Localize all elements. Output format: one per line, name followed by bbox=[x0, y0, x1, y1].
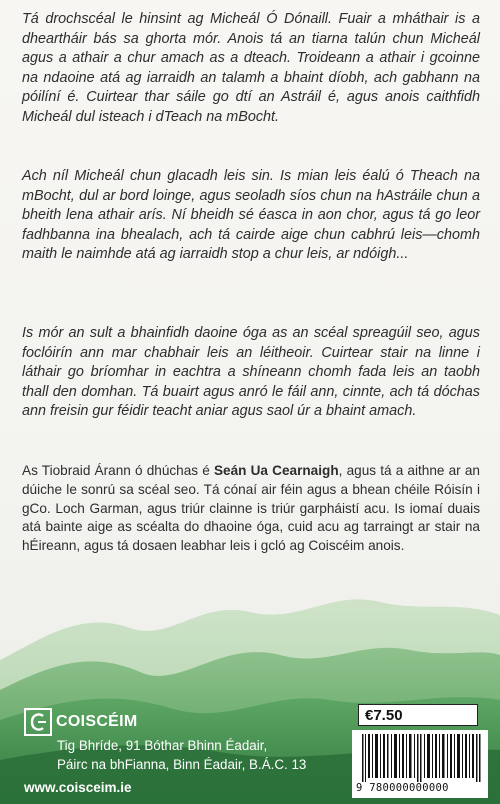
author-name: Seán Ua Cearnaigh bbox=[213, 463, 339, 478]
publisher-website: www.coisceim.ie bbox=[24, 780, 132, 795]
barcode-icon bbox=[362, 734, 482, 782]
coisceim-logo-icon bbox=[24, 708, 52, 736]
price-box bbox=[358, 704, 478, 726]
barcode-number: 9 780000000000 bbox=[356, 782, 449, 794]
author-bio-prefix: As Tiobraid Árann ó dhúchas é bbox=[22, 463, 214, 478]
publisher-address-line-1: Tig Bhríde, 91 Bóthar Bhinn Éadair, bbox=[57, 738, 268, 753]
blurb-paragraph-3: Is mór an sult a bhainfidh daoine óga as an scéal spreagúil seo, agus foclóirín ann mar chabhair leis an léitheoir. Cuirtear stair na linne i láthair go bríomhar in eachtra a shíneann chomh fada leis an taobh thall den domhan. Tá buairt agus anró le fáil ann, cinnte, ach tá dóchas ann freisin gur féidir teacht aniar agus saol úr a bhaint amach. bbox=[22, 325, 480, 420]
barcode-area bbox=[352, 730, 488, 798]
publisher-address-line-2: Páirc na bhFianna, Binn Éadair, B.Á.C. 13 bbox=[57, 757, 307, 772]
publisher-name: COISCÉIM bbox=[56, 713, 138, 730]
blurb-paragraph-2: Ach níl Micheál chun glacadh leis sin. Is mian leis éalú ó Theach na mBocht, dul ar bord loinge, agus seoladh síos chun na hAstráile chun a bheith lena athair arís. Ní bheidh sé éasca in aon chor, agus tá go leor fadhbanna ina bhealach, ach tá cairde aige chun cabhrú leis—chomh maith le naimhde atá ag iarraidh stop a chur leis, ar ndóigh... bbox=[22, 168, 480, 263]
blurb-paragraph-1: Tá drochscéal le hinsint ag Micheál Ó Dónaill. Fuair a mháthair is a dheartháir bás sa ghorta mór. Anois tá an tiarna talún chun Micheál agus a athair a chur amach as a dteach. Troideann a athair i gcoinne na ndaoine atá ag iarraidh an talamh a bhaint díobh, ach gabhann na póilíní é. Cuirtear thar sáile go dtí an Astráil é, agus anois caithfidh Micheál dul isteach i dTeach na mBocht. bbox=[22, 11, 480, 125]
price-label: €7.50 bbox=[365, 706, 403, 724]
publisher-brand bbox=[24, 708, 138, 736]
author-bio bbox=[22, 462, 480, 556]
author-bio-rest: , agus tá a aithne ar an dúiche le sonrú sa scéal seo. Tá cónaí air féin agus a bhean chéile Róisín i gCo. Loch Garman, agus triúr clainne is triúr garpháistí acu. Is iomaí duais atá bainte aige as scéalta do dhaoine óga, cuid acu ag tarraingt ar stair na hÉireann, agus tá dosaen leabhar leis i gcló ag Coiscéim anois. bbox=[22, 463, 480, 554]
